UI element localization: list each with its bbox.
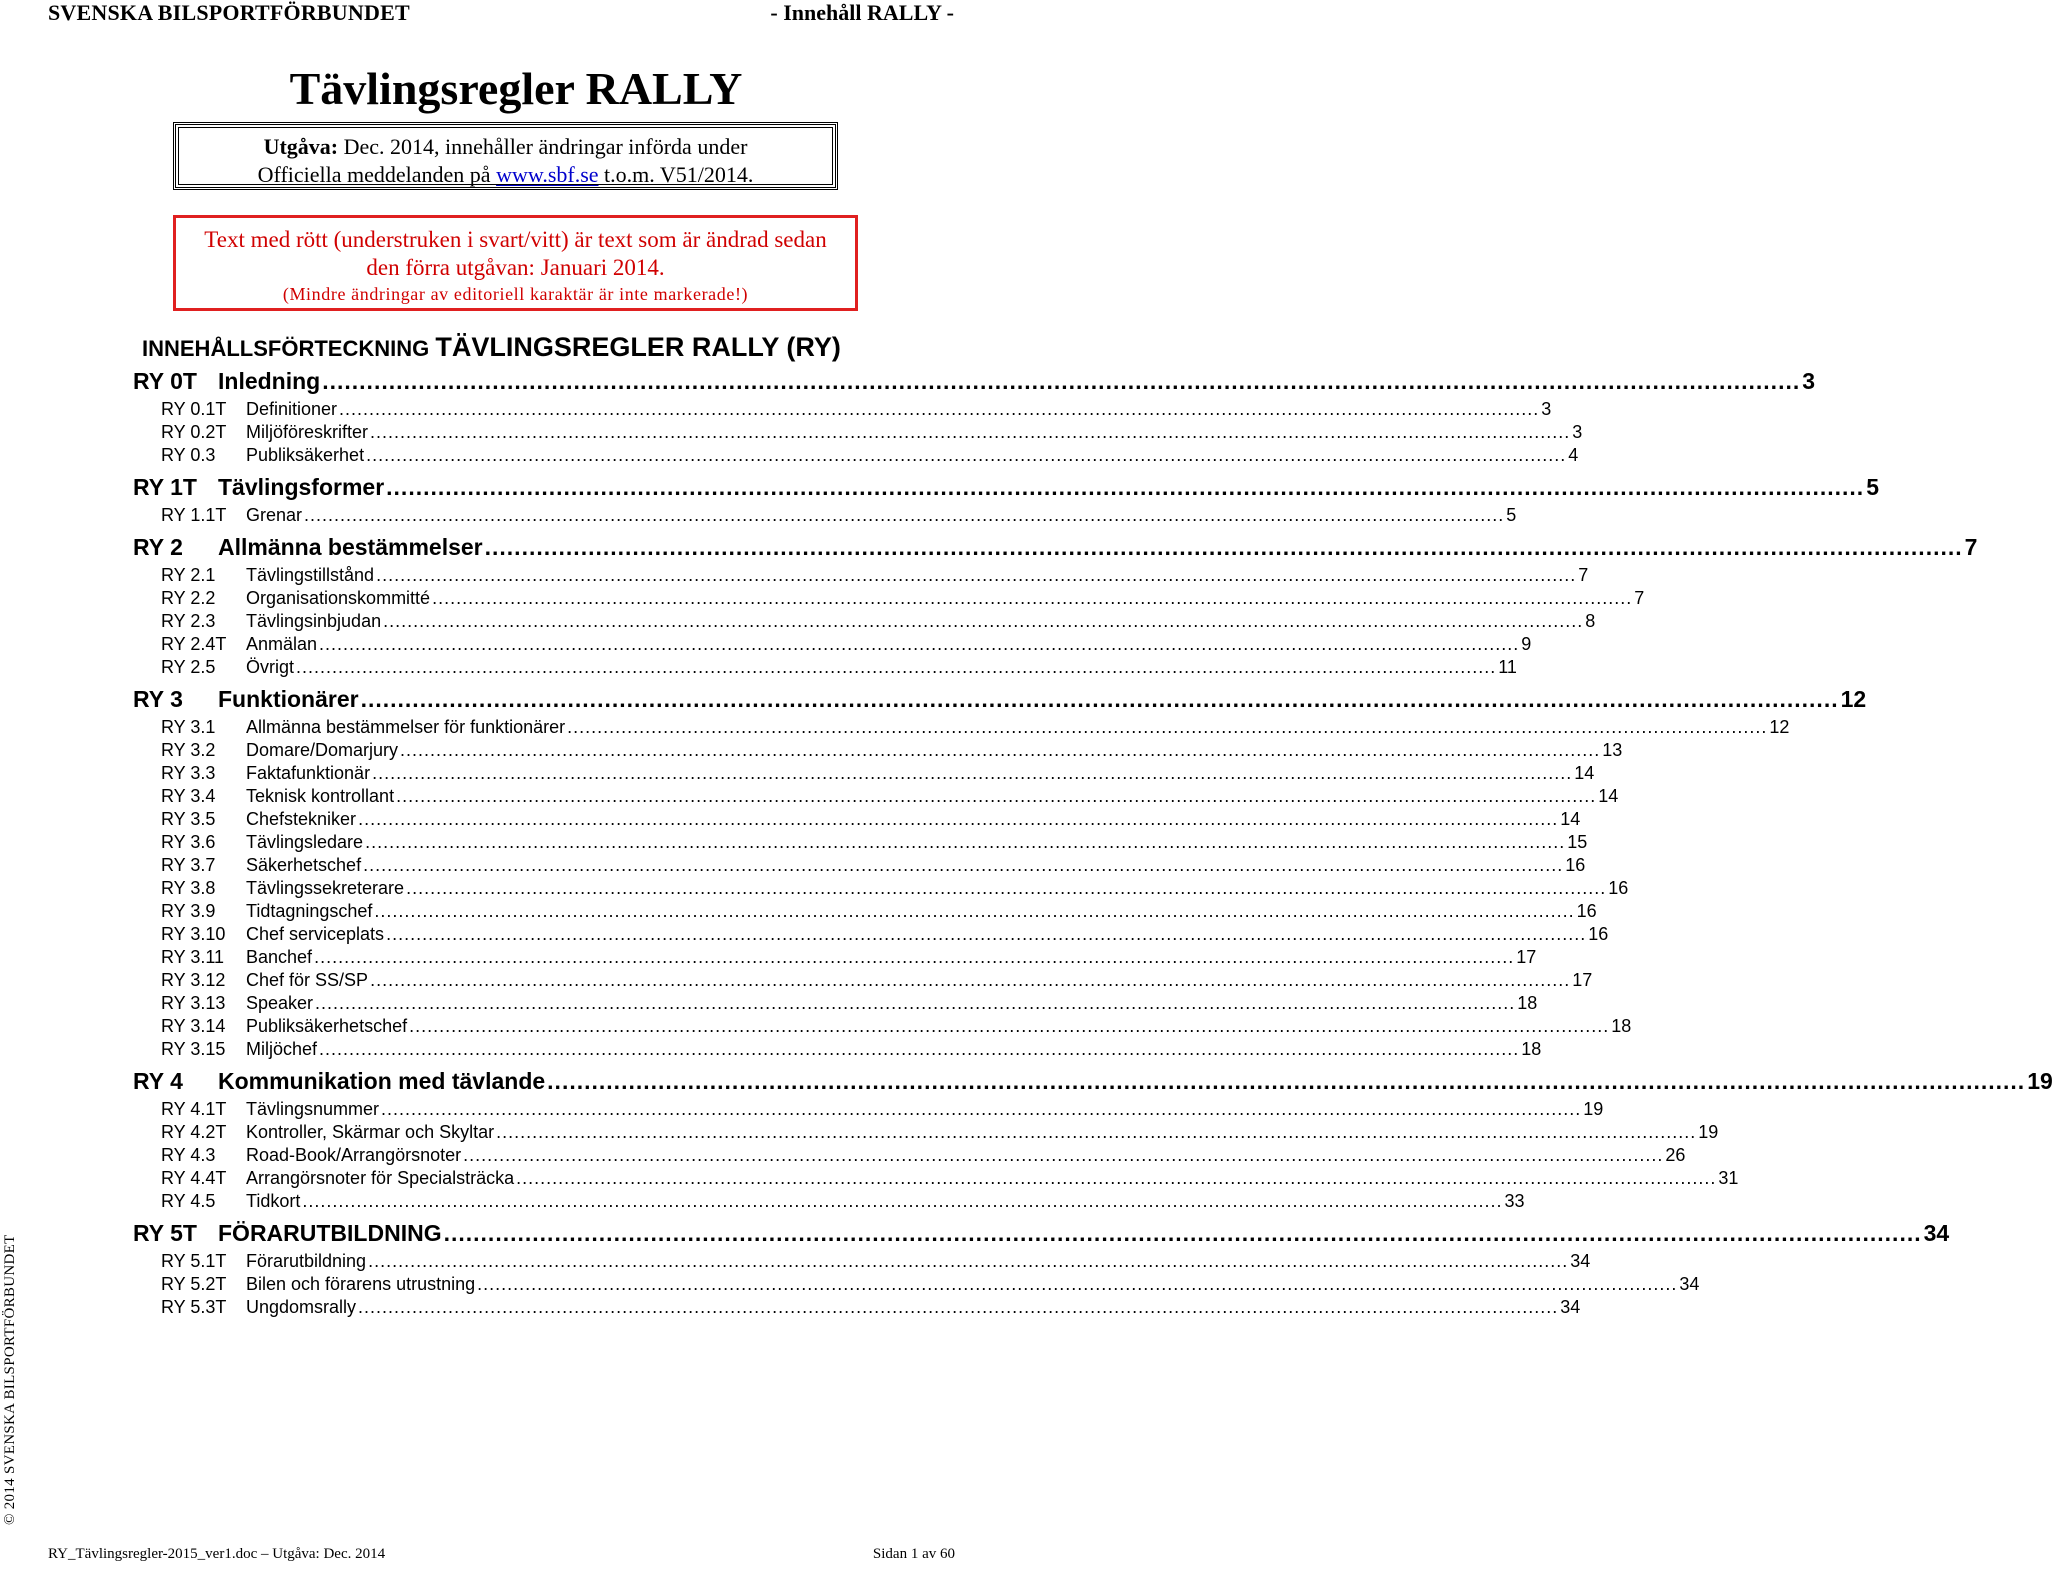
toc-entry-number: RY 3.2 — [161, 740, 216, 760]
toc-entry[interactable] — [133, 445, 1579, 468]
toc-entry-number: RY 5T — [133, 1220, 197, 1246]
toc-entry-title: Chefstekniker — [246, 809, 357, 829]
edition-text-3: t.o.m. V51/2014. — [598, 162, 754, 187]
toc-entry[interactable] — [133, 505, 1517, 528]
toc-entry-title: Arrangörsnoter för Specialsträcka — [246, 1168, 515, 1188]
toc-leader-dots: ........................................................................................................................................................................................................ — [477, 1274, 1678, 1294]
toc-entry[interactable] — [133, 924, 1609, 947]
toc-entry-number: RY 3.5 — [161, 809, 216, 829]
toc-entry-page: 26 — [1665, 1145, 1686, 1165]
toc-entry[interactable] — [133, 786, 1619, 809]
toc-entry-title: Miljöchef — [246, 1039, 318, 1059]
toc-entry-title: Tävlingsledare — [246, 832, 364, 852]
toc-entry-number: RY 4.2T — [161, 1122, 227, 1142]
toc-entry-page: 18 — [1611, 1016, 1632, 1036]
toc-entry-title: FÖRARUTBILDNING — [218, 1220, 442, 1246]
toc-entry-page: 34 — [1679, 1274, 1700, 1294]
toc-entry-number: RY 3.12 — [161, 970, 226, 990]
toc-leader-dots: ........................................................................................................................................................................................................ — [358, 809, 1559, 829]
toc-leader-dots: ........................................................................................................................................................................................................ — [406, 878, 1607, 898]
toc-leader-dots: ........................................................................................................................................................................................................ — [370, 422, 1571, 442]
toc-entry-title: Tävlingsformer — [218, 474, 385, 500]
toc-entry[interactable] — [133, 1297, 1581, 1320]
toc-entry-page: 16 — [1588, 924, 1609, 944]
toc-entry-page: 16 — [1608, 878, 1629, 898]
toc-entry[interactable] — [133, 809, 1581, 832]
toc-entry-page: 12 — [1840, 686, 1867, 712]
toc-entry-page: 34 — [1570, 1251, 1591, 1271]
toc-entry[interactable] — [133, 657, 1517, 680]
toc-entry-page: 34 — [1923, 1220, 1950, 1246]
toc-entry-number: RY 0.1T — [161, 399, 227, 419]
toc-entry-title: Speaker — [246, 993, 314, 1013]
toc-leader-dots: ........................................................................................................................................................................................................ — [547, 1068, 2026, 1094]
toc-entry-title: Kontroller, Skärmar och Skyltar — [246, 1122, 495, 1142]
toc-entry-page: 33 — [1504, 1191, 1525, 1211]
toc-entry-number: RY 3.8 — [161, 878, 216, 898]
toc-leader-dots: ........................................................................................................................................................................................................ — [360, 686, 1839, 712]
toc-entry[interactable] — [133, 1168, 1739, 1191]
header-organization: SVENSKA BILSPORTFÖRBUNDET — [48, 0, 410, 25]
toc-entry-page: 19 — [1583, 1099, 1604, 1119]
toc-entry-title: Allmänna bestämmelser — [218, 534, 483, 560]
toc-entry-number: RY 2.1 — [161, 565, 216, 585]
toc-entry[interactable] — [133, 634, 1532, 657]
toc-entry-page: 14 — [1598, 786, 1619, 806]
toc-entry-title: Tidtagningschef — [246, 901, 373, 921]
toc-entry-title: Tävlingstillstånd — [246, 565, 375, 585]
toc-entry[interactable] — [133, 1039, 1542, 1062]
toc-entry-title: Grenar — [246, 505, 303, 525]
footer-filename: RY_Tävlingsregler-2015_ver1.doc – Utgåva: Dec. 2014 — [48, 1546, 386, 1562]
toc-entry-number: RY 2.3 — [161, 611, 216, 631]
notice-line-2: den förra utgåvan: Januari 2014. — [366, 255, 665, 280]
toc-entry-page: 34 — [1560, 1297, 1581, 1317]
toc-entry[interactable] — [133, 878, 1629, 901]
toc-entry-number: RY 3.15 — [161, 1039, 226, 1059]
toc-section-entry[interactable] — [133, 474, 1879, 505]
toc-entry[interactable] — [133, 970, 1593, 993]
edition-text: Dec. 2014, innehåller ändringar införda under — [338, 134, 748, 159]
toc-entry-title: Road-Book/Arrangörsnoter — [246, 1145, 462, 1165]
toc-entry[interactable] — [133, 947, 1537, 970]
toc-heading-part1: INNEHÅLLSFÖRTECKNING — [142, 336, 436, 361]
toc-entry-number: RY 1T — [133, 474, 197, 500]
toc-leader-dots: ........................................................................................................................................................................................................ — [302, 1191, 1503, 1211]
toc-entry-page: 12 — [1769, 717, 1790, 737]
toc-leader-dots: ........................................................................................................................................................................................................ — [386, 924, 1587, 944]
toc-entry-title: Kommunikation med tävlande — [218, 1068, 546, 1094]
toc-entry-page: 4 — [1568, 445, 1579, 465]
toc-entry-number: RY 0.3 — [161, 445, 216, 465]
toc-section-entry[interactable] — [133, 686, 1867, 717]
toc-section-entry[interactable] — [133, 368, 1816, 399]
toc-entry-number: RY 2.5 — [161, 657, 216, 677]
toc-entry-number: RY 2.2 — [161, 588, 216, 608]
header-section: - Innehåll RALLY - — [770, 0, 954, 25]
toc-entry-number: RY 2.4T — [161, 634, 227, 654]
toc-leader-dots: ........................................................................................................................................................................................................ — [432, 588, 1633, 608]
toc-entry-number: RY 5.2T — [161, 1274, 227, 1294]
toc-entry-title: Tävlingssekreterare — [246, 878, 405, 898]
change-notice-box — [173, 215, 858, 311]
toc-leader-dots: ........................................................................................................................................................................................................ — [376, 565, 1577, 585]
toc-entry-title: Tävlingsnummer — [246, 1099, 380, 1119]
toc-entry[interactable] — [133, 993, 1538, 1016]
toc-entry-number: RY 3.9 — [161, 901, 216, 921]
toc-leader-dots: ........................................................................................................................................................................................................ — [368, 1251, 1569, 1271]
toc-entry-title: Chef serviceplats — [246, 924, 385, 944]
edition-line-2 — [176, 161, 835, 189]
toc-entry-page: 18 — [1517, 993, 1538, 1013]
toc-leader-dots: ........................................................................................................................................................................................................ — [358, 1297, 1559, 1317]
toc-entry-page: 31 — [1718, 1168, 1739, 1188]
toc-heading — [142, 332, 841, 363]
toc-leader-dots: ........................................................................................................................................................................................................ — [363, 855, 1564, 875]
toc-leader-dots: ........................................................................................................................................................................................................ — [339, 399, 1540, 419]
edition-box — [173, 122, 838, 190]
toc-entry[interactable] — [133, 1122, 1719, 1145]
toc-entry-page: 18 — [1521, 1039, 1542, 1059]
toc-entry[interactable] — [133, 399, 1552, 422]
toc-leader-dots: ........................................................................................................................................................................................................ — [322, 368, 1801, 394]
toc-entry-page: 15 — [1567, 832, 1588, 852]
toc-entry[interactable] — [133, 832, 1588, 855]
toc-entry-title: Tidkort — [246, 1191, 301, 1211]
toc-entry-title: Inledning — [218, 368, 321, 394]
toc-leader-dots: ........................................................................................................................................................................................................ — [484, 534, 1963, 560]
toc-entry-page: 8 — [1585, 611, 1596, 631]
toc-entry-number: RY 0T — [133, 368, 197, 394]
toc-entry-number: RY 3 — [133, 686, 183, 712]
toc-heading-part2: TÄVLINGSREGLER RALLY (RY) — [435, 332, 841, 362]
toc-entry-number: RY 4.4T — [161, 1168, 227, 1188]
toc-entry[interactable] — [133, 740, 1623, 763]
toc-leader-dots: ........................................................................................................................................................................................................ — [319, 1039, 1520, 1059]
toc-entry-number: RY 3.1 — [161, 717, 216, 737]
toc-entry-title: Miljöföreskrifter — [246, 422, 369, 442]
toc-entry-page: 3 — [1541, 399, 1552, 419]
notice-line-1: Text med rött (understruken i svart/vitt) är text som är ändrad sedan — [204, 227, 827, 252]
edition-label: Utgåva: — [263, 134, 339, 159]
toc-entry[interactable] — [133, 1016, 1632, 1039]
toc-entry-page: 13 — [1602, 740, 1623, 760]
toc-entry[interactable] — [133, 1099, 1604, 1122]
toc-entry-number: RY 5.1T — [161, 1251, 227, 1271]
toc-entry-number: RY 5.3T — [161, 1297, 227, 1317]
toc-entry-title: Säkerhetschef — [246, 855, 362, 875]
toc-leader-dots: ........................................................................................................................................................................................................ — [567, 717, 1768, 737]
toc-entry-title: Domare/Domarjury — [246, 740, 399, 760]
toc-entry-number: RY 3.13 — [161, 993, 226, 1013]
toc-entry-title: Banchef — [246, 947, 313, 967]
toc-entry-page: 3 — [1802, 368, 1816, 394]
notice-line-3: (Mindre ändringar av editoriell karaktär är inte markerade!) — [282, 284, 749, 304]
edition-line-1 — [176, 133, 835, 161]
toc-entry-page: 16 — [1576, 901, 1597, 921]
toc-entry-title: Förarutbildning — [246, 1251, 367, 1271]
toc-entry-title: Definitioner — [246, 399, 338, 419]
toc-entry-title: Funktionärer — [218, 686, 359, 712]
toc-leader-dots: ........................................................................................................................................................................................................ — [516, 1168, 1717, 1188]
toc-entry-number: RY 3.7 — [161, 855, 216, 875]
toc-entry-page: 5 — [1506, 505, 1517, 525]
toc-entry-number: RY 3.14 — [161, 1016, 226, 1036]
toc-entry-page: 14 — [1574, 763, 1595, 783]
toc-entry[interactable] — [133, 422, 1583, 445]
toc-entry-number: RY 4.1T — [161, 1099, 227, 1119]
toc-entry-title: Ungdomsrally — [246, 1297, 357, 1317]
toc-entry-number: RY 3.3 — [161, 763, 216, 783]
toc-leader-dots: ........................................................................................................................................................................................................ — [383, 611, 1584, 631]
toc-entry-page: 17 — [1572, 970, 1593, 990]
toc-entry-title: Allmänna bestämmelser för funktionärer — [246, 717, 566, 737]
toc-leader-dots: ........................................................................................................................................................................................................ — [319, 634, 1520, 654]
toc-entry-title: Organisationskommitté — [246, 588, 431, 608]
toc-leader-dots: ........................................................................................................................................................................................................ — [409, 1016, 1610, 1036]
toc-entry-page: 17 — [1516, 947, 1537, 967]
toc-entry[interactable] — [133, 763, 1595, 786]
toc-entry-number: RY 3.10 — [161, 924, 226, 944]
toc-leader-dots: ........................................................................................................................................................................................................ — [400, 740, 1601, 760]
toc-leader-dots: ........................................................................................................................................................................................................ — [372, 763, 1573, 783]
toc-entry-number: RY 3.4 — [161, 786, 216, 806]
toc-leader-dots: ........................................................................................................................................................................................................ — [396, 786, 1597, 806]
sbf-link[interactable]: www.sbf.se — [496, 162, 599, 187]
toc-entry[interactable] — [133, 588, 1645, 611]
toc-entry[interactable] — [133, 611, 1596, 634]
toc-entry-page: 9 — [1521, 634, 1532, 654]
toc-entry-title: Bilen och förarens utrustning — [246, 1274, 476, 1294]
toc-leader-dots: ........................................................................................................................................................................................................ — [374, 901, 1575, 921]
toc-entry-number: RY 3.6 — [161, 832, 216, 852]
toc-entry[interactable] — [133, 1274, 1700, 1297]
toc-entry-number: RY 0.2T — [161, 422, 227, 442]
toc-entry-title: Publiksäkerhet — [246, 445, 365, 465]
toc-entry-page: 3 — [1572, 422, 1583, 442]
toc-entry-title: Chef för SS/SP — [246, 970, 369, 990]
toc-entry-page: 16 — [1565, 855, 1586, 875]
toc-entry-page: 19 — [2027, 1068, 2053, 1094]
toc-entry-title: Teknisk kontrollant — [246, 786, 395, 806]
toc-leader-dots: ........................................................................................................................................................................................................ — [314, 947, 1515, 967]
toc-leader-dots: ........................................................................................................................................................................................................ — [463, 1145, 1664, 1165]
toc-entry-page: 14 — [1560, 809, 1581, 829]
toc-entry-page: 7 — [1964, 534, 1978, 560]
footer-page-number: Sidan 1 av 60 — [872, 1546, 955, 1562]
toc-leader-dots: ........................................................................................................................................................................................................ — [370, 970, 1571, 990]
copyright-side-text: © 2014 SVENSKA BILSPORTFÖRBUNDET — [2, 1234, 18, 1525]
toc-leader-dots: ........................................................................................................................................................................................................ — [381, 1099, 1582, 1119]
toc-entry-title: Publiksäkerhetschef — [246, 1016, 408, 1036]
toc-entry[interactable] — [133, 1191, 1525, 1214]
toc-leader-dots: ........................................................................................................................................................................................................ — [315, 993, 1516, 1013]
toc-leader-dots: ........................................................................................................................................................................................................ — [304, 505, 1505, 525]
toc-section-entry[interactable] — [133, 1220, 1950, 1251]
toc-entry-page: 7 — [1634, 588, 1645, 608]
toc-entry[interactable] — [133, 1145, 1686, 1168]
toc-leader-dots: ........................................................................................................................................................................................................ — [296, 657, 1497, 677]
toc-section-entry[interactable] — [133, 534, 1978, 565]
toc-entry-page: 5 — [1866, 474, 1879, 500]
toc-entry[interactable] — [133, 1251, 1591, 1274]
toc-entry-number: RY 1.1T — [161, 505, 227, 525]
toc-leader-dots: ........................................................................................................................................................................................................ — [366, 445, 1567, 465]
toc-section-entry[interactable] — [133, 1068, 2053, 1099]
toc-leader-dots: ........................................................................................................................................................................................................ — [365, 832, 1566, 852]
toc-entry-title: Tävlingsinbjudan — [246, 611, 382, 631]
toc-entry[interactable] — [133, 717, 1790, 740]
toc-leader-dots: ........................................................................................................................................................................................................ — [496, 1122, 1697, 1142]
toc-entry-number: RY 2 — [133, 534, 183, 560]
toc-leader-dots: ........................................................................................................................................................................................................ — [386, 474, 1865, 500]
toc-entry-page: 7 — [1578, 565, 1589, 585]
toc-entry-title: Anmälan — [246, 634, 318, 654]
toc-leader-dots: ........................................................................................................................................................................................................ — [443, 1220, 1922, 1246]
toc-entry-page: 19 — [1698, 1122, 1719, 1142]
table-of-contents — [133, 368, 2053, 1320]
toc-entry-number: RY 3.11 — [161, 947, 225, 967]
toc-entry-number: RY 4.5 — [161, 1191, 216, 1211]
toc-entry-page: 11 — [1498, 657, 1517, 677]
toc-entry[interactable] — [133, 565, 1589, 588]
edition-text-2: Officiella meddelanden på — [257, 162, 497, 187]
toc-entry-number: RY 4.3 — [161, 1145, 216, 1165]
toc-entry[interactable] — [133, 901, 1597, 924]
document-title: Tävlingsregler RALLY — [289, 63, 743, 114]
toc-entry-title: Faktafunktionär — [246, 763, 371, 783]
toc-entry-number: RY 4 — [133, 1068, 183, 1094]
toc-entry[interactable] — [133, 855, 1586, 878]
toc-entry-title: Övrigt — [246, 657, 295, 677]
